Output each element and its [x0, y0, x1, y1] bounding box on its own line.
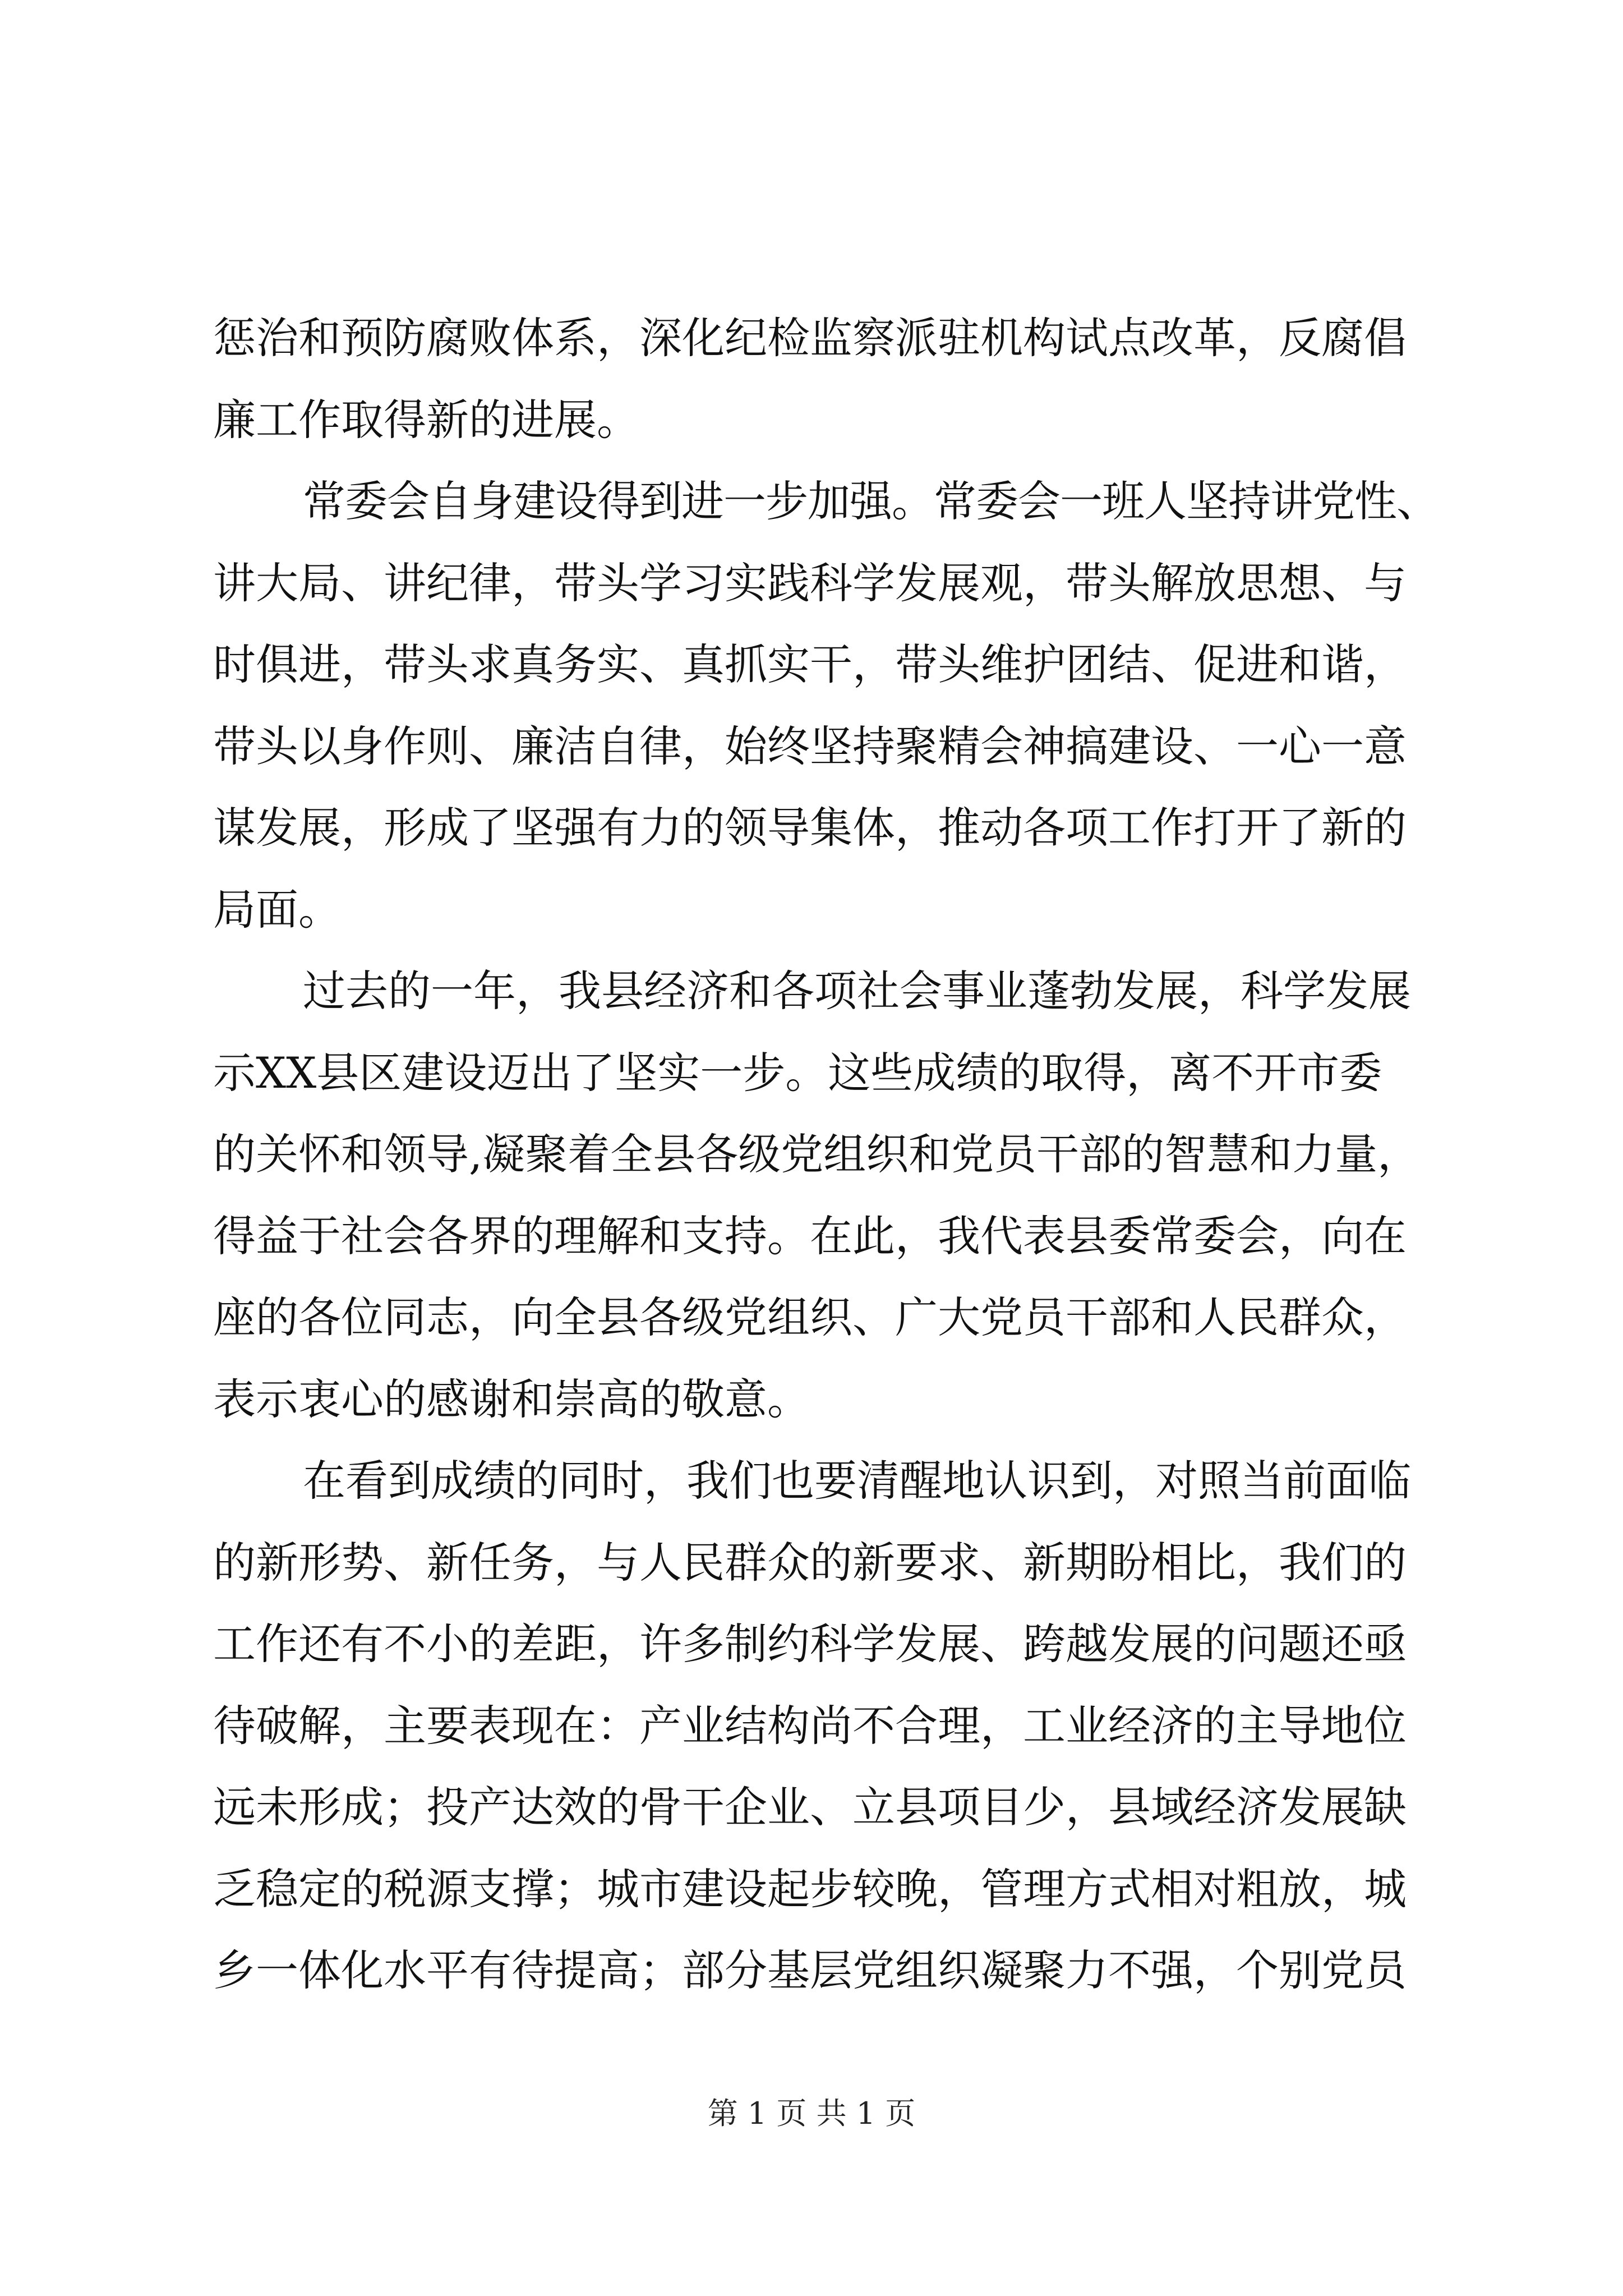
text-line: 远未形成；投产达效的骨干企业、立县项目少，县域经济发展缺 [213, 1782, 1407, 1832]
text-line: 过去的一年，我县经济和各项社会事业蓬勃发展，科学发展 [303, 966, 1411, 1016]
text-line: 表示衷心的感谢和崇高的敬意。 [213, 1374, 810, 1424]
paragraph-3 [213, 950, 1436, 1440]
text-line: 得益于社会各界的理解和支持。在此，我代表县委常委会，向在 [213, 1211, 1407, 1261]
text-line: 工作还有不小的差距，许多制约科学发展、跨越发展的问题还亟 [213, 1619, 1407, 1669]
text-line: 在看到成绩的同时，我们也要清醒地认识到，对照当前面临 [303, 1456, 1411, 1506]
text-line: 带头以身作则、廉洁自律，始终坚持聚精会神搞建设、一心一意 [213, 721, 1407, 771]
paragraph-4 [213, 1440, 1436, 2012]
page-number-label: 第 1 页 共 1 页 [707, 2096, 916, 2131]
text-line: 常委会自身建设得到进一步加强。常委会一班人坚持讲党性、 [303, 476, 1438, 526]
document-body [213, 297, 1436, 2012]
paragraph-1 [213, 297, 1436, 461]
text-line: 廉工作取得新的进展。 [213, 394, 639, 445]
text-line: 谋发展，形成了坚强有力的领导集体，推动各项工作打开了新的 [213, 803, 1407, 853]
text-line: 的新形势、新任务，与人民群众的新要求、新期盼相比，我们的 [213, 1537, 1407, 1588]
text-line: 乡一体化水平有待提高；部分基层党组织凝聚力不强，个别党员 [213, 1945, 1407, 1995]
text-line: 待破解，主要表现在：产业结构尚不合理，工业经济的主导地位 [213, 1700, 1407, 1751]
text-line: 乏稳定的税源支撑；城市建设起步较晚，管理方式相对粗放，城 [213, 1864, 1407, 1914]
text-line: 局面。 [213, 884, 341, 935]
text-line: 讲大局、讲纪律，带头学习实践科学发展观，带头解放思想、与 [213, 558, 1407, 608]
paragraph-2 [213, 461, 1436, 950]
page-footer [0, 2090, 1623, 2133]
text-line: 时俱进，带头求真务实、真抓实干，带头维护团结、促进和谐， [213, 639, 1407, 689]
text-line: 的关怀和领导,凝聚着全县各级党组织和党员干部的智慧和力量， [213, 1129, 1421, 1179]
text-line: 惩治和预防腐败体系，深化纪检监察派驻机构试点改革，反腐倡 [213, 313, 1407, 363]
text-line: 示XX县区建设迈出了坚实一步。这些成绩的取得，离不开市委 [213, 1047, 1382, 1098]
text-line: 座的各位同志，向全县各级党组织、广大党员干部和人民群众， [213, 1292, 1407, 1342]
